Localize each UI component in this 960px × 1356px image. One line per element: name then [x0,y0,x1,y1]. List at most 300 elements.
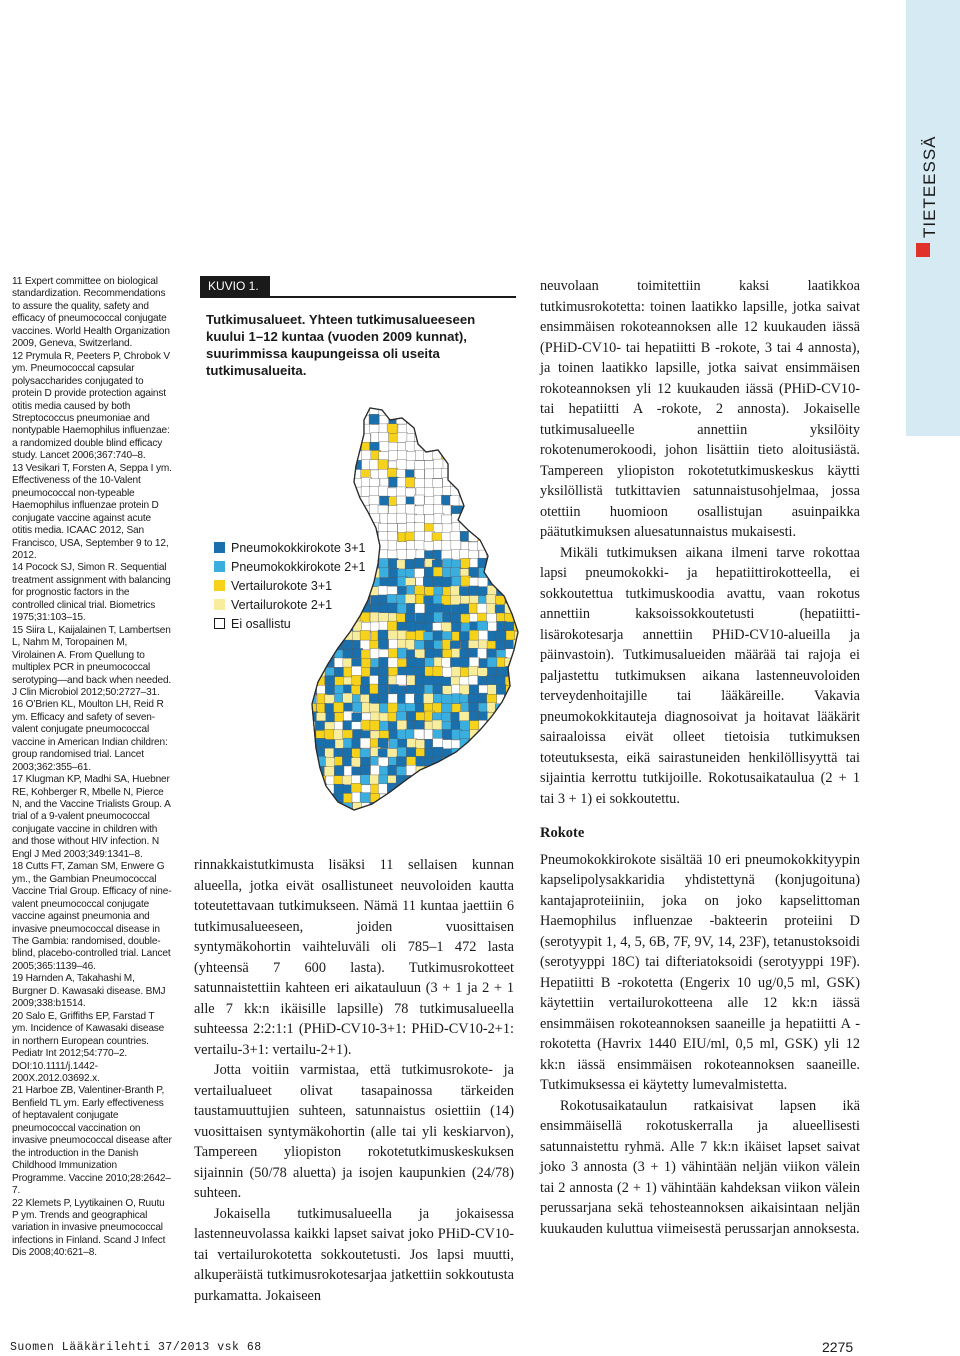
map-region [316,630,326,640]
map-region [495,469,505,479]
map-region [478,506,488,516]
map-region [361,523,371,533]
map-region [460,758,470,768]
map-region [379,657,389,667]
map-region [378,738,388,748]
map-region [324,550,334,560]
map-region [325,613,335,623]
map-region [460,406,470,416]
map-region [334,461,344,471]
map-region [487,812,497,822]
map-region [361,720,371,730]
map-region [469,495,479,505]
map-region [334,622,344,632]
map-region [450,784,460,794]
map-region [423,802,433,812]
map-region [333,442,343,452]
map-region [469,711,479,721]
reference-item: 11 Expert committee on biological standardization. Recommendations to assure the quality, safety and efficacy of pneumococcal conjugate vaccines. World Health Organization 2009, Geneva, Switzerland. [12,276,170,350]
map-region [316,657,326,667]
map-region [352,666,362,676]
map-region [306,551,316,561]
map-region [378,784,388,794]
map-region [307,461,317,471]
map-region [496,792,506,802]
map-region [307,442,317,452]
map-region [315,469,325,479]
map-region [495,515,505,525]
map-region [298,495,308,505]
map-region [433,810,443,820]
map-region [477,513,487,523]
map-region [442,784,452,794]
map-region [469,676,479,686]
map-region [441,541,451,551]
map-region [468,783,478,793]
map-region [334,784,344,794]
map-region [387,513,397,523]
legend-swatch [214,618,225,629]
map-region [450,531,460,541]
map-region [496,766,506,776]
reference-item: 21 Harboe ZB, Valentiner-Branth P, Benfield TL ym. Early effectiveness of heptavalent conjugate pneumococcal vaccination on invasive pneumococcal disease after the introduction in the Danish Childhood Immunization Programme. Vaccine 2010;28:2642–7. [12,1085,172,1197]
map-region [497,775,507,785]
map-region [325,531,335,541]
map-region [306,614,316,624]
map-region [477,758,487,768]
map-region [334,605,344,615]
section-heading: Rokote [540,825,585,841]
map-region [488,496,498,506]
map-region [298,784,308,794]
section-tab [906,0,960,436]
map-region [487,532,497,542]
map-region [379,811,389,821]
section-marker [916,243,930,257]
map-region [496,811,506,821]
map-region [362,450,372,460]
map-region [459,658,469,668]
map-region [388,803,398,813]
map-region [308,667,318,677]
map-region [360,630,370,640]
map-region [362,577,372,587]
map-region [461,558,471,568]
map-region [432,415,442,425]
map-region [342,587,352,597]
map-region [299,703,309,713]
map-region [505,721,515,731]
map-region [415,540,425,550]
map-region [334,479,344,489]
map-region [496,640,506,650]
map-region [425,649,435,659]
map-region [487,657,497,667]
map-region [506,478,516,488]
map-region [506,666,516,676]
map-region [460,802,470,812]
map-region [486,613,496,623]
map-region [325,595,335,605]
map-region [387,532,397,542]
map-region [351,605,361,615]
map-region [470,522,480,532]
map-region [513,415,520,425]
map-region [515,487,520,497]
map-region [298,604,308,614]
map-region [478,406,488,416]
map-region [316,415,326,425]
map-region [425,794,435,804]
map-region [334,450,344,460]
map-region [415,406,425,415]
map-region [325,676,335,686]
map-region [342,478,352,488]
map-region [369,414,379,424]
map-region [433,785,443,795]
map-region [478,812,488,822]
map-region [433,433,443,443]
map-region [405,504,415,514]
map-region [324,811,334,821]
map-region [298,756,308,766]
reference-item: 14 Pocock SJ, Simon R. Sequential treatment assignment with balancing for prognostic factors in the controlled clinical trial. Biometrics 1975;31:103–15. [12,562,171,624]
map-region [515,522,520,532]
map-region [325,416,335,426]
map-region [307,621,317,631]
map-region [397,747,407,757]
map-region [298,730,308,740]
map-region [406,785,416,795]
map-region [298,441,308,451]
map-region [397,802,407,812]
map-region [334,667,344,677]
map-region [506,729,516,739]
map-region [442,433,452,443]
map-region [344,461,354,471]
map-region [352,532,362,542]
map-region [335,506,345,516]
map-region [496,577,506,587]
map-region [496,486,506,496]
figure-label: KUVIO 1. [200,276,270,296]
map-region [353,523,363,533]
map-region [315,640,325,650]
map-region [423,577,433,587]
map-region [405,801,415,811]
map-region [487,504,497,514]
map-region [316,603,326,613]
map-region [496,803,506,813]
map-region [496,531,506,541]
map-region [504,783,514,793]
legend-label: Vertailurokote 3+1 [231,578,333,593]
map-region [405,559,415,569]
map-region [514,604,520,614]
map-region [324,451,334,461]
map-region [335,569,345,579]
map-region [325,506,335,516]
map-region [316,793,326,803]
map-region [298,649,307,659]
map-region [477,432,487,442]
map-region [325,758,335,768]
map-region [407,739,417,749]
map-region [515,811,520,821]
map-region [378,460,388,470]
map-region [469,531,479,541]
map-region [470,748,480,758]
map-region [388,630,398,640]
map-region [308,640,318,650]
map-region [496,478,506,488]
map-region [505,567,515,577]
map-region [414,694,424,704]
map-region [441,694,451,704]
map-region [298,685,308,695]
page-number: 2275 [822,1339,854,1355]
map-region [299,631,309,641]
map-region [504,695,514,705]
map-region [469,443,479,453]
map-region [344,613,354,623]
map-region [469,666,479,676]
map-region [415,675,425,685]
map-region [415,783,425,793]
map-region [334,415,344,425]
map-region [495,730,505,740]
map-region [441,775,451,785]
map-region [469,425,479,435]
map-region [307,756,317,766]
map-region [459,632,469,642]
map-region [344,596,354,606]
map-region [378,595,388,605]
map-region [378,675,388,685]
map-region [378,630,388,640]
figure-caption: Tutkimusalueet. Yhteen tutkimusalueeseen kuului 1–12 kuntaa (vuoden 2009 kunnat), suurimmissa kaupungeissa oli useita tutkimusalueita. [206,312,476,378]
map-region [298,406,308,415]
map-region [307,468,317,478]
map-region [316,433,326,443]
map-region [468,793,478,803]
map-region [407,549,417,559]
map-region [468,416,478,426]
map-region [452,576,462,586]
map-region [470,767,480,777]
map-region [433,802,443,812]
map-region [361,541,371,551]
map-region [469,514,479,524]
map-region [461,614,471,624]
map-region [397,720,407,730]
map-region [307,423,317,433]
map-region [396,487,406,497]
map-region [460,486,470,496]
map-region [514,559,520,569]
map-region [324,495,334,505]
map-region [315,451,325,461]
map-region [406,621,416,631]
map-region [334,765,344,775]
map-region [441,712,451,722]
legend-swatch [214,561,225,572]
map-region [425,784,435,794]
map-region [441,577,451,587]
map-region [378,586,388,596]
map-region [514,432,520,442]
map-region [478,784,488,794]
reference-item: 13 Vesikari T, Forsten A, Seppa I ym. Effectiveness of the 10-Valent pneumococcal non-typeable Haemophilus influenzae protein D conjugate vaccine against acute otitis media. ICAAC 2012, San Francisco, USA, September 9 to 12, 2012. [12,462,172,561]
map-region [397,550,407,560]
map-region [316,497,326,507]
map-region [478,748,488,758]
map-region [505,468,515,478]
map-region [325,622,335,632]
map-region [514,703,520,713]
map-region [306,630,316,640]
section-tab-label: TIETEESSÄ [920,135,939,238]
map-region [459,415,469,425]
map-region [459,776,469,786]
map-region [317,514,327,524]
map-region [505,801,515,811]
map-region [495,459,505,469]
map-region [415,792,425,802]
map-region [317,406,327,416]
map-region [360,559,370,569]
map-region [415,461,425,471]
map-region [514,693,520,703]
map-region [487,794,497,804]
map-region [487,559,497,569]
map-region [496,631,506,641]
map-region [360,749,370,759]
map-region [468,459,478,469]
map-region [443,740,453,750]
map-region [352,702,362,712]
map-region [378,640,388,650]
map-region [487,452,497,462]
map-region [515,407,520,417]
map-region [487,712,497,722]
map-region [298,460,307,470]
map-region [324,767,334,777]
map-region [298,641,308,651]
map-region [451,460,461,470]
map-region [379,558,389,568]
map-region [315,738,325,748]
map-region [487,738,497,748]
map-region [298,693,307,703]
map-region [335,595,345,605]
map-region [468,451,478,461]
map-region [306,558,316,568]
map-region [424,776,434,786]
map-region [325,487,335,497]
map-region [378,531,388,541]
map-region [496,569,506,579]
map-region [324,802,334,812]
map-region [451,613,461,623]
map-region [343,434,353,444]
map-region [342,569,352,579]
map-region [515,423,520,433]
map-region [378,684,388,694]
map-region [405,694,415,704]
map-region [414,720,424,730]
map-region [351,514,361,524]
map-region [406,776,416,786]
map-region [460,811,470,821]
map-region [468,434,478,444]
map-region [351,586,361,596]
map-region [451,406,461,415]
map-region [389,685,399,695]
map-region [451,414,461,424]
map-region [298,721,308,731]
map-region [389,451,399,461]
map-region [343,550,353,560]
map-region [307,774,317,784]
map-region [387,811,397,821]
map-region [487,424,497,434]
map-region [424,810,434,820]
legend-label: Ei osallistu [231,616,291,631]
map-region [441,414,451,424]
map-region [469,470,479,480]
map-region [506,774,516,784]
map-region [405,532,415,542]
map-region [461,765,471,775]
map-region [388,694,398,704]
map-region [352,675,362,685]
map-region [513,765,520,775]
map-region [360,738,370,748]
map-region [469,802,479,812]
map-region [433,423,443,433]
map-region [515,721,520,731]
map-region [460,478,470,488]
map-region [360,775,370,785]
map-region [452,424,462,434]
reference-item: 15 Siira L, Kaijalainen T, Lambertsen L, Nahm M, Toropainen M, Virolainen A. From Quellung to multiplex PCR in pneumococcal serotyping—and back when needed. J Clin Microbiol 2012;50:2727–31. [12,624,172,698]
map-region [307,522,317,532]
map-region [487,802,497,812]
map-region [451,451,461,461]
map-region [433,730,443,740]
map-region [469,657,479,667]
map-region [477,621,487,631]
map-region [308,811,318,821]
map-region [380,496,390,506]
map-region [514,658,520,668]
map-region [406,711,416,721]
map-region [343,532,353,542]
map-region [515,495,520,505]
map-region [324,433,334,443]
map-region [387,793,397,803]
map-region [478,630,488,640]
map-region [316,541,326,551]
map-region [496,739,506,749]
map-region [388,406,398,415]
finland-map [298,406,520,834]
map-region [334,558,344,568]
map-region [416,811,426,821]
map-region [496,433,506,443]
map-region [469,757,479,767]
